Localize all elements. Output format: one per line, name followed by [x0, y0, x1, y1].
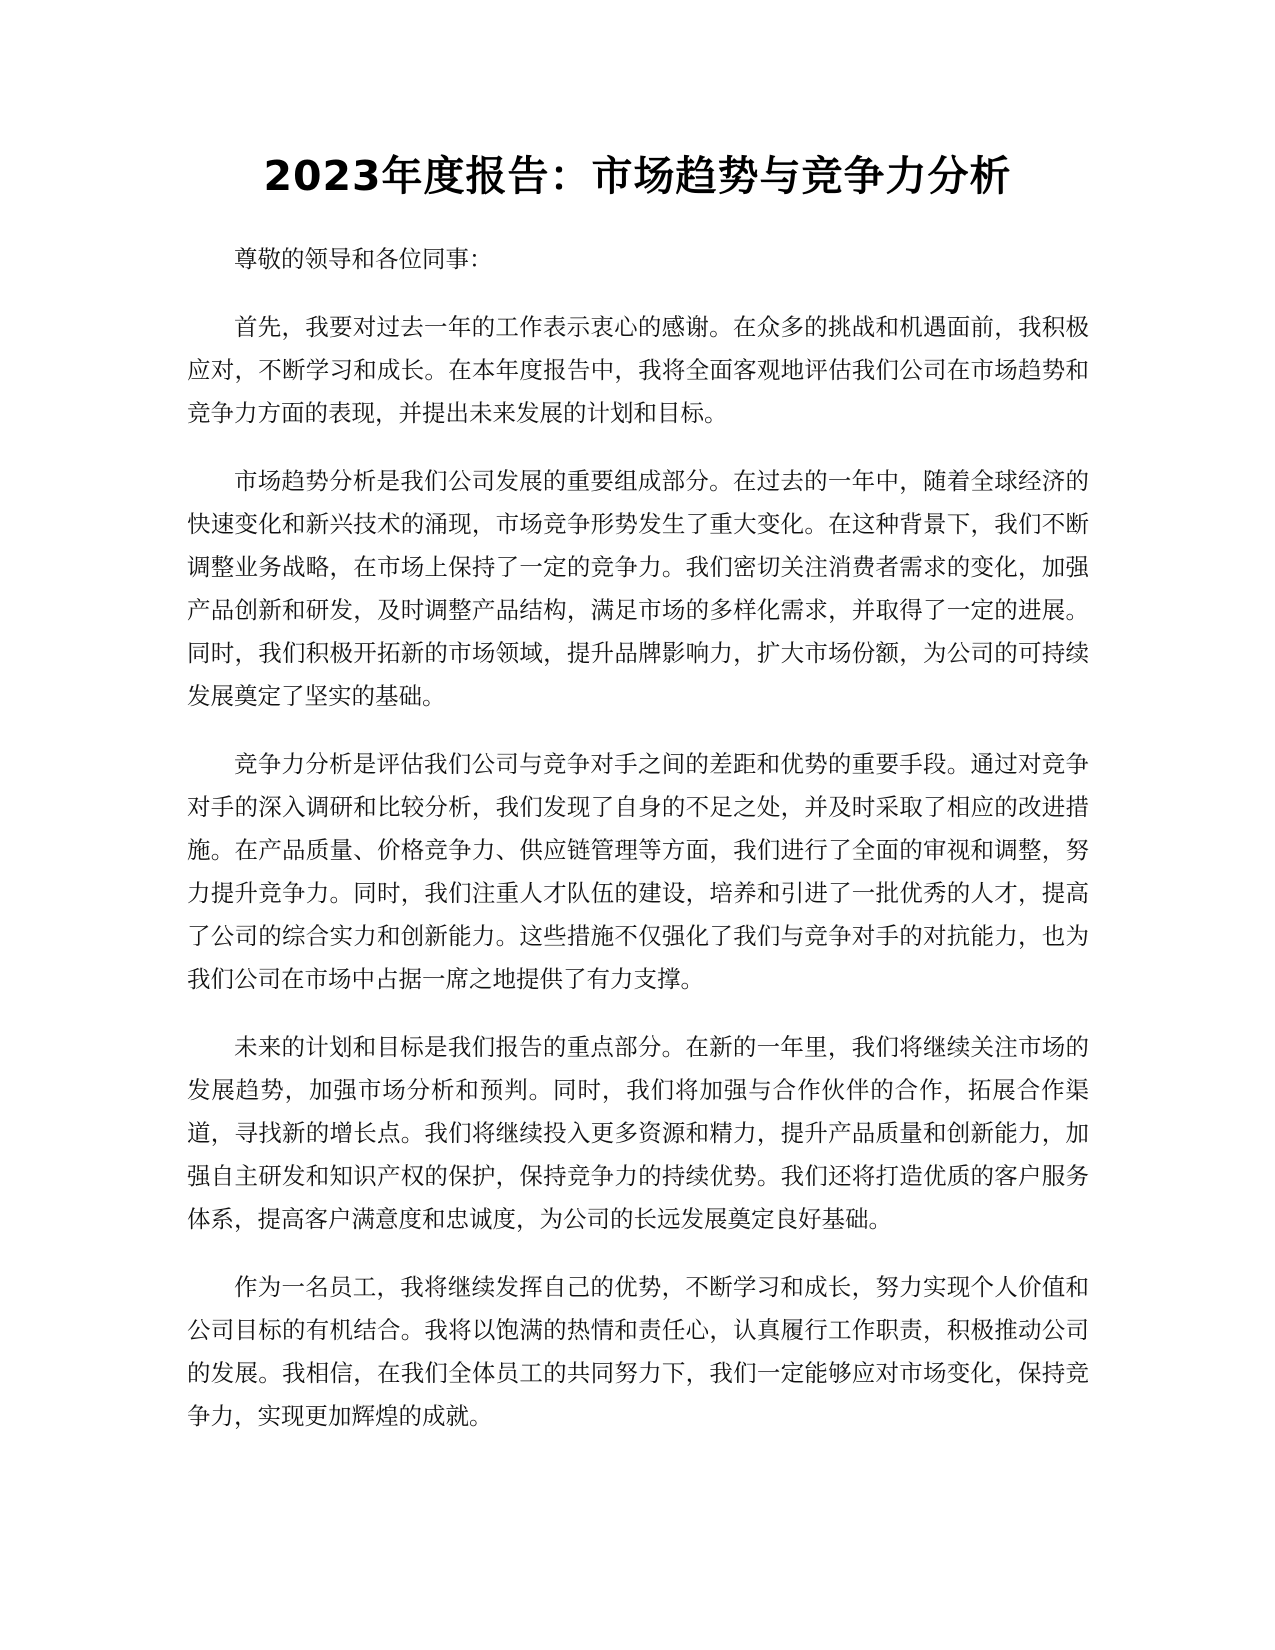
paragraph-personal-commitment: 作为一名员工，我将继续发挥自己的优势，不断学习和成长，努力实现个人价值和公司目标的有机结合。我将以饱满的热情和责任心，认真履行工作职责，积极推动公司的发展。我相信，在我们全体员工的共同努力下，我们一定能够应对市场变化，保持竞争力，实现更加辉煌的成就。: [187, 1273, 1089, 1430]
paragraph-market-trends: 市场趋势分析是我们公司发展的重要组成部分。在过去的一年中，随着全球经济的快速变化和新兴技术的涌现，市场竞争形势发生了重大变化。在这种背景下，我们不断调整业务战略，在市场上保持了一定的竞争力。我们密切关注消费者需求的变化，加强产品创新和研发，及时调整产品结构，满足市场的多样化需求，并取得了一定的进展。同时，我们积极开拓新的市场领域，提升品牌影响力，扩大市场份额，为公司的可持续发展奠定了坚实的基础。: [187, 467, 1089, 710]
document-title: 2023年度报告：市场趋势与竞争力分析: [263, 152, 1012, 200]
paragraph-gratitude: 首先，我要对过去一年的工作表示衷心的感谢。在众多的挑战和机遇面前，我积极应对，不断学习和成长。在本年度报告中，我将全面客观地评估我们公司在市场趋势和竞争力方面的表现，并提出未来发展的计划和目标。: [187, 313, 1089, 427]
document-body: [187, 238, 1089, 1463]
salutation: 尊敬的领导和各位同事：: [234, 245, 493, 273]
paragraph-future-plans: 未来的计划和目标是我们报告的重点部分。在新的一年里，我们将继续关注市场的发展趋势，加强市场分析和预判。同时，我们将加强与合作伙伴的合作，拓展合作渠道，寻找新的增长点。我们将继续投入更多资源和精力，提升产品质量和创新能力，加强自主研发和知识产权的保护，保持竞争力的持续优势。我们还将打造优质的客户服务体系，提高客户满意度和忠诚度，为公司的长远发展奠定良好基础。: [187, 1033, 1089, 1233]
paragraph-competitiveness: 竞争力分析是评估我们公司与竞争对手之间的差距和优势的重要手段。通过对竞争对手的深入调研和比较分析，我们发现了自身的不足之处，并及时采取了相应的改进措施。在产品质量、价格竞争力、供应链管理等方面，我们进行了全面的审视和调整，努力提升竞争力。同时，我们注重人才队伍的建设，培养和引进了一批优秀的人才，提高了公司的综合实力和创新能力。这些措施不仅强化了我们与竞争对手的对抗能力，也为我们公司在市场中占据一席之地提供了有力支撑。: [187, 750, 1089, 993]
